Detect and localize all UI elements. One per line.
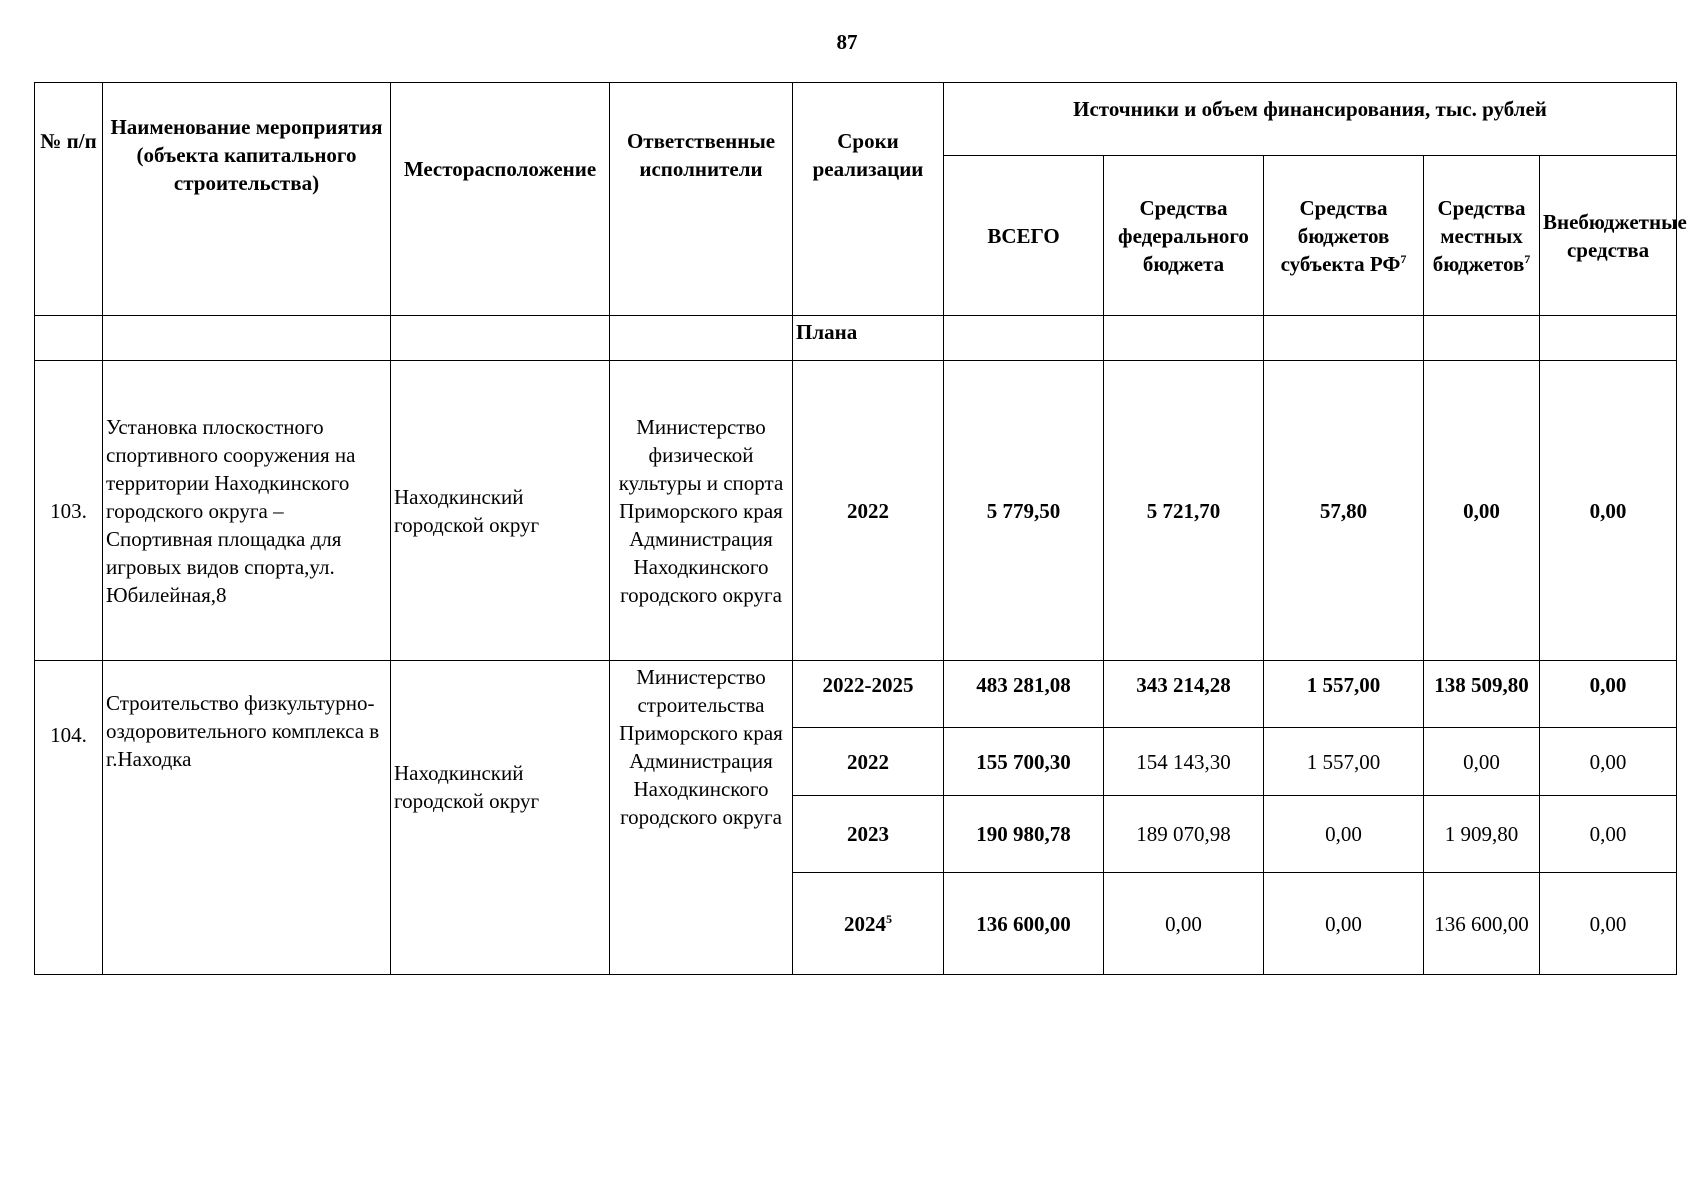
plana-label: Плана (793, 316, 944, 361)
row-federal: 343 214,28 (1104, 661, 1264, 728)
plana-cell-empty (1104, 316, 1264, 361)
row-extra: 0,00 (1540, 361, 1677, 661)
row-subject: 1 557,00 (1264, 728, 1424, 796)
header-sources-group: Источники и объем финансирования, тыс. рублей (944, 83, 1677, 156)
row-location: Находкинский городской округ (391, 361, 610, 661)
page-number: 87 (836, 30, 858, 54)
row-period: 2022 (793, 728, 944, 796)
row-local: 0,00 (1424, 361, 1540, 661)
header-extra: Внебюджетные средства (1540, 156, 1677, 316)
row-number: 103. (35, 361, 103, 661)
row-period: 2022-2025 (793, 661, 944, 728)
plana-row (35, 316, 1677, 361)
row-extra: 0,00 (1540, 661, 1677, 728)
plana-cell-empty (610, 316, 793, 361)
plana-cell-empty (103, 316, 391, 361)
row-subject: 0,00 (1264, 796, 1424, 873)
plana-cell-empty (391, 316, 610, 361)
row-total: 136 600,00 (944, 873, 1104, 975)
row-federal: 5 721,70 (1104, 361, 1264, 661)
plana-cell-empty (1540, 316, 1677, 361)
header-num: № п/п (35, 83, 103, 316)
plana-cell-empty (35, 316, 103, 361)
row-local: 0,00 (1424, 728, 1540, 796)
row-total: 155 700,30 (944, 728, 1104, 796)
row-executors: Министерство строительства Приморского края Администрация Находкинского городского округа (610, 661, 793, 975)
row-total: 190 980,78 (944, 796, 1104, 873)
row-name: Установка плоскостного спортивного сооружения на территории Находкинского городского округа – Спортивная площадка для игровых видов спорта,ул. Юбилейная,8 (103, 361, 391, 661)
financing-table (34, 82, 1687, 975)
row-executors: Министерство физической культуры и спорта Приморского края Администрация Находкинского городского округа (610, 361, 793, 661)
header-federal: Средства федерального бюджета (1104, 156, 1264, 316)
table-row (35, 661, 1677, 728)
header-subject-label: Средства бюджетов субъекта РФ (1280, 195, 1401, 276)
row-total: 5 779,50 (944, 361, 1104, 661)
header-location: Месторасположение (391, 83, 610, 316)
row-location: Находкинский городской округ (391, 661, 610, 975)
row-subject: 1 557,00 (1264, 661, 1424, 728)
header-subject-footnote: 7 (1400, 251, 1407, 266)
row-total: 483 281,08 (944, 661, 1104, 728)
header-period: Сроки реализации (793, 83, 944, 316)
plana-cell-empty (1264, 316, 1424, 361)
header-local-label: Средства местных бюджетов (1432, 195, 1526, 276)
row-subject: 0,00 (1264, 873, 1424, 975)
header-subject (1264, 156, 1424, 316)
header-local-footnote: 7 (1524, 251, 1531, 266)
header-row-1 (35, 83, 1677, 156)
row-period: 2023 (793, 796, 944, 873)
plana-cell-empty (944, 316, 1104, 361)
row-period-footnote: 5 (886, 911, 892, 926)
header-executors: Ответственные исполнители (610, 83, 793, 316)
header-total: ВСЕГО (944, 156, 1104, 316)
row-number: 104. (35, 661, 103, 975)
row-extra: 0,00 (1540, 796, 1677, 873)
row-local: 138 509,80 (1424, 661, 1540, 728)
row-federal: 154 143,30 (1104, 728, 1264, 796)
row-period-label: 2024 (844, 911, 886, 936)
row-period: 2022 (793, 361, 944, 661)
header-local (1424, 156, 1540, 316)
row-period (793, 873, 944, 975)
row-local: 1 909,80 (1424, 796, 1540, 873)
header-name: Наименование мероприятия (объекта капитального строительства) (103, 83, 391, 316)
row-extra: 0,00 (1540, 728, 1677, 796)
row-local: 136 600,00 (1424, 873, 1540, 975)
row-extra: 0,00 (1540, 873, 1677, 975)
table-row (35, 361, 1677, 661)
row-federal: 189 070,98 (1104, 796, 1264, 873)
row-subject: 57,80 (1264, 361, 1424, 661)
plana-cell-empty (1424, 316, 1540, 361)
row-federal: 0,00 (1104, 873, 1264, 975)
row-name: Строительство физкультурно-оздоровительного комплекса в г.Находка (103, 661, 391, 975)
